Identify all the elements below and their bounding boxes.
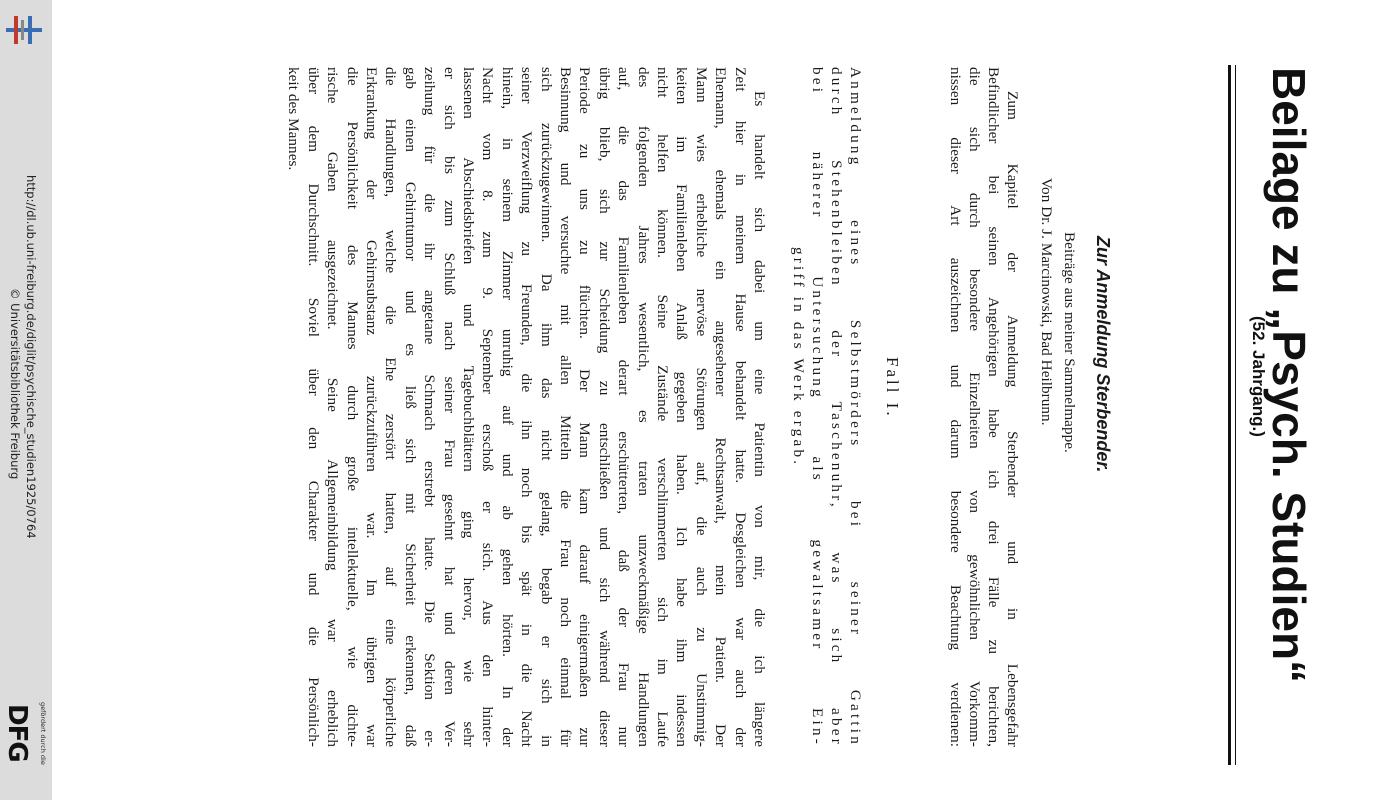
body-line: Zeit hier in meinem Hause behandelt hatte. Desgleichen war auch der xyxy=(731,67,749,747)
body-line: Besinnung und versuchte mit allen Mitteln die Frau noch einmal für xyxy=(557,67,574,747)
body-line: Periode zu uns zu flüchten. Der Mann kam darauf einigermaßen zur xyxy=(576,67,594,747)
body-line: Nacht vom 8. zum 9. September erschoß er sich. Aus den hinter- xyxy=(479,67,497,747)
case-summary-line: bei näherer Untersuchung als gewaltsamer Ein- xyxy=(809,67,826,747)
body-line: sich zurückzugewinnen. Da ihm das nicht gelang, begab er sich in xyxy=(537,67,555,747)
body-line: gab einen Gehirntumor und es ließ sich mit Sicherheit erkennen, daß xyxy=(401,67,419,747)
case-summary-line: Anmeldung eines Selbstmörders bei seiner Gattin xyxy=(847,67,864,747)
dfg-funding-note: gefördert durch die xyxy=(39,702,47,765)
body-line: Erkrankung der Gehirnsubstanz zurückzuführen war. Im übrigen war xyxy=(363,67,380,747)
copyright-note: © Universitätsbibliothek Freiburg xyxy=(8,288,22,480)
source-url[interactable]: http://dl.ub.uni-freiburg.de/diglit/psychische_studien1925/0764 xyxy=(24,175,38,539)
body-line: die Handlungen, welche die Ehe zerstört hatten, auf eine körperliche xyxy=(382,67,400,747)
intro-line: die sich durch besondere Einzelheiten von gewöhnlichen Vorkomm- xyxy=(966,67,983,747)
body-line: Ehemann, ehemals ein angesehener Rechtsanwalt, mein Patient. Der xyxy=(712,67,730,747)
body-line: Mann wies erhebliche nervöse Störungen auf, die auch zu Unstimmig- xyxy=(692,67,710,747)
article-author: Von Dr. J. Marcinowski, Bad Heilbrunn. xyxy=(1038,178,1055,426)
dfg-logo-text: DFG xyxy=(2,704,32,762)
intro-line: Befindlicher bei seinen Angehörigen habe ich drei Fälle zu berichten, xyxy=(985,67,1002,747)
body-line: er sich bis zum Schluß nach seiner Frau gesehnt hat und deren Ver- xyxy=(440,67,458,747)
body-line: keiten im Familienleben Anlaß gegeben haben. Ich habe ihm indessen xyxy=(673,67,691,747)
body-line: hinein, in seinem Zimmer unruhig auf und ab gehen hörten. In der xyxy=(498,67,516,747)
intro-line: nissen dieser Art auszeichnen und darum besondere Beachtung verdienen: xyxy=(947,67,964,747)
article-heading: Zur Anmeldung Sterbender. xyxy=(1093,236,1113,473)
body-line: lassenen Abschiedsbriefen und Tagebuchblättern ging hervor, wie sehr xyxy=(460,67,477,747)
body-line: seiner Verzweiflung zu Freunden, die ihn noch bis spät in die Nacht xyxy=(518,67,536,747)
body-line: Es handelt sich dabei um eine Patientin von mir, die ich längere xyxy=(751,91,768,747)
case-summary-line: griff in das Werk ergab. xyxy=(790,247,807,468)
volume-subtitle: (52. Jahrgang.) xyxy=(1249,316,1268,437)
body-line: die Persönlichkeit des Mannes durch große intellektuelle, wie dichte- xyxy=(343,67,361,747)
body-line: nicht helfen können. Seine Zustände verschlimmerten sich im Laufe xyxy=(654,67,671,747)
body-line: rische Gaben ausgezeichnet. Seine Allgemeinbildung war erheblich xyxy=(324,67,342,747)
body-line: keit des Mannes. xyxy=(285,67,303,171)
header-rule-thin xyxy=(1235,65,1236,765)
body-line: über dem Durchschnitt. Soviel über den Charakter und die Persönlich- xyxy=(304,67,322,747)
header-rule-thick xyxy=(1228,65,1231,765)
body-line: übrig blieb, sich zur Scheidung zu entschließen und sich während dieser xyxy=(595,67,613,747)
case-summary-line: durch Stehenbleiben der Taschenuhr, was sich aber xyxy=(828,67,845,747)
body-line: zeihung für die ihr angetane Schmach erstrebt hatte. Die Sektion er- xyxy=(421,67,439,747)
intro-line: Zum Kapitel der Anmeldung Sterbender und in Lebensgefahr xyxy=(1004,91,1021,747)
article-subheading: Beiträge aus meiner Sammelmappe. xyxy=(1061,232,1078,453)
university-logo-icon xyxy=(4,10,44,50)
body-line: des folgenden Jahres wesentlich, es traten unzweckmäßige Handlungen xyxy=(634,67,652,747)
repository-sidebar xyxy=(0,0,52,800)
body-line: auf, die das Familienleben derart erschütterten, daß der Frau nur xyxy=(615,67,633,747)
case-title: Fall I. xyxy=(883,357,902,419)
page-title: Beilage zu „Psych. Studien“ xyxy=(1263,67,1315,684)
dfg-logo xyxy=(0,700,52,800)
